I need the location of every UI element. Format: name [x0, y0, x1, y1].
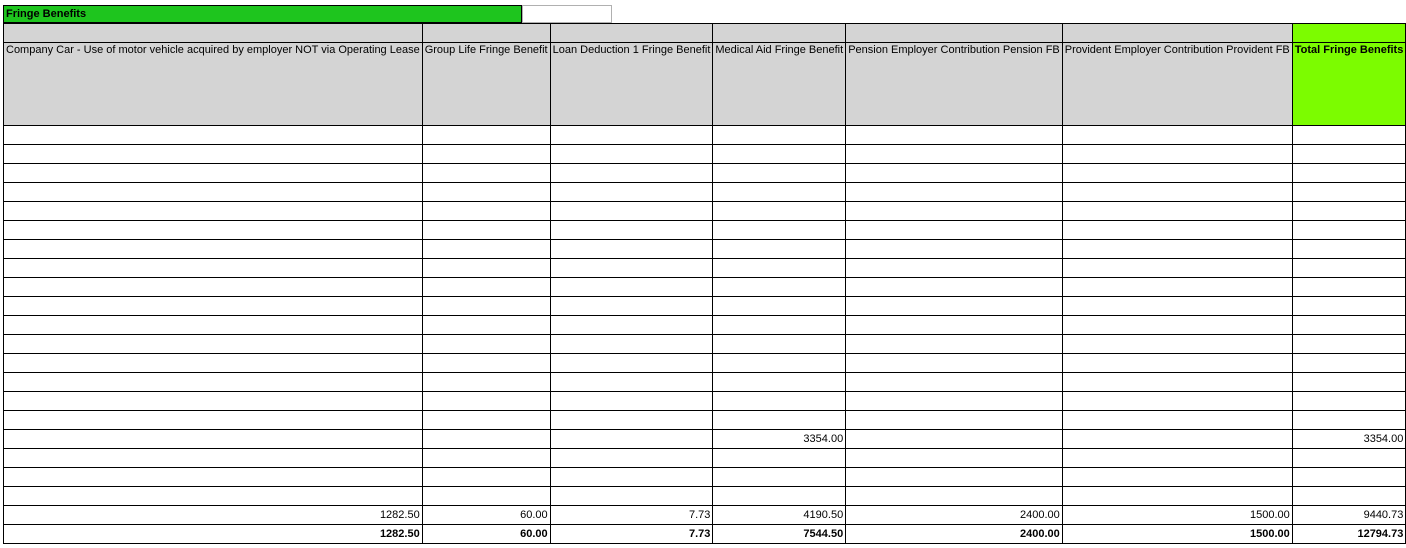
table-cell[interactable] — [1292, 221, 1406, 240]
table-cell[interactable] — [846, 202, 1063, 221]
table-cell[interactable] — [1062, 221, 1292, 240]
column-header-pension[interactable]: Pension Employer Contribution Pension FB — [846, 43, 1063, 126]
table-cell[interactable] — [1292, 487, 1406, 506]
table-row — [4, 126, 1406, 145]
table-cell[interactable] — [846, 240, 1063, 259]
table-cell[interactable] — [1062, 392, 1292, 411]
table-row — [4, 183, 1406, 202]
table-cell[interactable] — [1292, 297, 1406, 316]
table-cell[interactable] — [846, 164, 1063, 183]
table-row — [4, 259, 1406, 278]
table-cell[interactable] — [550, 126, 713, 145]
table-cell[interactable] — [846, 468, 1063, 487]
table-cell[interactable] — [1292, 183, 1406, 202]
table-cell[interactable] — [1292, 449, 1406, 468]
table-row — [4, 449, 1406, 468]
column-header-loan-deduction[interactable]: Loan Deduction 1 Fringe Benefit — [550, 43, 713, 126]
total-cell[interactable]: 60.00 — [422, 525, 550, 544]
table-cell[interactable] — [846, 126, 1063, 145]
table-cell[interactable] — [4, 145, 423, 164]
table-cell[interactable] — [550, 487, 713, 506]
table-cell[interactable] — [713, 145, 846, 164]
table-cell[interactable] — [713, 449, 846, 468]
table-cell[interactable] — [1062, 183, 1292, 202]
table-cell[interactable]: 4190.50 — [713, 506, 846, 525]
table-cell[interactable] — [713, 183, 846, 202]
table-cell[interactable] — [422, 259, 550, 278]
table-cell[interactable] — [422, 354, 550, 373]
table-cell[interactable] — [550, 373, 713, 392]
table-cell[interactable] — [1062, 278, 1292, 297]
table-cell[interactable] — [713, 468, 846, 487]
table-cell[interactable] — [4, 240, 423, 259]
table-cell[interactable] — [846, 316, 1063, 335]
table-cell[interactable] — [846, 278, 1063, 297]
table-cell[interactable]: 7.73 — [550, 506, 713, 525]
table-cell[interactable] — [550, 221, 713, 240]
table-cell[interactable] — [846, 449, 1063, 468]
total-cell[interactable]: 1500.00 — [1062, 525, 1292, 544]
table-cell[interactable] — [846, 487, 1063, 506]
table-cell[interactable] — [550, 145, 713, 164]
table-cell[interactable] — [550, 164, 713, 183]
table-cell[interactable] — [1062, 164, 1292, 183]
table-cell[interactable] — [1062, 411, 1292, 430]
table-cell[interactable] — [846, 373, 1063, 392]
table-cell[interactable] — [1292, 354, 1406, 373]
table-row — [4, 240, 1406, 259]
table-cell[interactable] — [1062, 145, 1292, 164]
table-cell[interactable]: 60.00 — [422, 506, 550, 525]
table-cell[interactable] — [846, 259, 1063, 278]
table-cell[interactable] — [1292, 240, 1406, 259]
total-cell[interactable]: 1282.50 — [4, 525, 423, 544]
table-cell[interactable] — [550, 449, 713, 468]
table-cell[interactable] — [846, 297, 1063, 316]
table-cell[interactable]: 3354.00 — [1292, 430, 1406, 449]
table-cell[interactable]: 9440.73 — [1292, 506, 1406, 525]
table-cell[interactable] — [1292, 145, 1406, 164]
table-cell[interactable] — [422, 411, 550, 430]
table-cell[interactable] — [422, 430, 550, 449]
table-cell[interactable] — [422, 487, 550, 506]
table-cell[interactable] — [713, 164, 846, 183]
table-cell[interactable] — [422, 278, 550, 297]
table-cell[interactable] — [713, 487, 846, 506]
table-cell[interactable] — [550, 183, 713, 202]
column-header-company-car[interactable]: Company Car - Use of motor vehicle acquired by employer NOT via Operating Lease — [4, 43, 423, 126]
header-spacer-cell[interactable] — [422, 24, 550, 43]
table-cell[interactable] — [1292, 202, 1406, 221]
table-cell[interactable] — [1292, 259, 1406, 278]
table-cell[interactable] — [846, 335, 1063, 354]
table-cell[interactable] — [422, 145, 550, 164]
table-cell[interactable] — [713, 411, 846, 430]
table-cell[interactable] — [4, 126, 423, 145]
table-cell[interactable] — [422, 335, 550, 354]
table-cell[interactable] — [1062, 202, 1292, 221]
table-row — [4, 506, 1406, 525]
table-cell[interactable] — [846, 411, 1063, 430]
table-cell[interactable] — [1292, 468, 1406, 487]
table-cell[interactable] — [422, 449, 550, 468]
header-spacer-cell[interactable] — [1062, 24, 1292, 43]
table-cell[interactable] — [550, 297, 713, 316]
table-cell[interactable] — [713, 202, 846, 221]
table-row — [4, 411, 1406, 430]
table-cell[interactable] — [550, 354, 713, 373]
column-header-total[interactable]: Total Fringe Benefits — [1292, 43, 1406, 126]
table-cell[interactable] — [1292, 316, 1406, 335]
table-row — [4, 487, 1406, 506]
table-row — [4, 202, 1406, 221]
table-cell[interactable] — [550, 392, 713, 411]
table-row — [4, 392, 1406, 411]
total-cell[interactable]: 7544.50 — [713, 525, 846, 544]
table-cell[interactable] — [4, 468, 423, 487]
totals-row — [4, 525, 1406, 544]
table-cell[interactable]: 3354.00 — [713, 430, 846, 449]
total-cell[interactable]: 2400.00 — [846, 525, 1063, 544]
table-cell[interactable] — [1292, 126, 1406, 145]
table-cell[interactable] — [1292, 335, 1406, 354]
table-cell[interactable] — [1062, 126, 1292, 145]
table-cell[interactable] — [1292, 373, 1406, 392]
column-header-row — [4, 43, 1406, 126]
table-cell[interactable] — [4, 373, 423, 392]
table-cell[interactable] — [846, 221, 1063, 240]
table-cell[interactable] — [422, 240, 550, 259]
table-cell[interactable] — [1062, 316, 1292, 335]
table-cell[interactable] — [4, 297, 423, 316]
table-cell[interactable] — [1062, 335, 1292, 354]
column-header-provident[interactable]: Provident Employer Contribution Provident FB — [1062, 43, 1292, 126]
table-cell[interactable] — [1062, 240, 1292, 259]
table-row — [4, 354, 1406, 373]
header-spacer-cell[interactable] — [550, 24, 713, 43]
table-cell[interactable] — [4, 164, 423, 183]
table-cell[interactable] — [846, 145, 1063, 164]
table-cell[interactable] — [1062, 259, 1292, 278]
table-cell[interactable] — [422, 202, 550, 221]
table-cell[interactable] — [713, 335, 846, 354]
table-cell[interactable] — [1062, 430, 1292, 449]
table-cell[interactable] — [713, 316, 846, 335]
header-spacer-cell[interactable] — [846, 24, 1063, 43]
table-cell[interactable] — [713, 259, 846, 278]
table-cell[interactable] — [4, 221, 423, 240]
table-cell[interactable]: 1500.00 — [1062, 506, 1292, 525]
table-cell[interactable] — [713, 126, 846, 145]
table-cell[interactable]: 1282.50 — [4, 506, 423, 525]
table-cell[interactable] — [1292, 164, 1406, 183]
table-cell[interactable] — [846, 354, 1063, 373]
table-cell[interactable] — [550, 240, 713, 259]
total-cell[interactable]: 12794.73 — [1292, 525, 1406, 544]
table-cell[interactable] — [1292, 392, 1406, 411]
table-cell[interactable] — [713, 373, 846, 392]
table-cell[interactable] — [4, 487, 423, 506]
table-row — [4, 145, 1406, 164]
table-cell[interactable] — [422, 392, 550, 411]
table-cell[interactable] — [1062, 354, 1292, 373]
table-cell[interactable] — [550, 259, 713, 278]
table-cell[interactable] — [4, 392, 423, 411]
header-spacer-cell[interactable] — [713, 24, 846, 43]
table-cell[interactable] — [4, 430, 423, 449]
table-cell[interactable] — [550, 468, 713, 487]
header-spacer-row — [4, 24, 1406, 43]
table-cell[interactable] — [713, 221, 846, 240]
table-cell[interactable] — [422, 468, 550, 487]
table-cell[interactable] — [550, 316, 713, 335]
table-cell[interactable] — [4, 449, 423, 468]
table-row — [4, 221, 1406, 240]
table-row — [4, 316, 1406, 335]
total-cell[interactable]: 7.73 — [550, 525, 713, 544]
table-cell[interactable] — [422, 316, 550, 335]
table-cell[interactable] — [4, 335, 423, 354]
table-cell[interactable] — [1062, 373, 1292, 392]
table-cell[interactable] — [4, 259, 423, 278]
column-header-medical-aid[interactable]: Medical Aid Fringe Benefit — [713, 43, 846, 126]
column-header-group-life[interactable]: Group Life Fringe Benefit — [422, 43, 550, 126]
table-cell[interactable] — [422, 297, 550, 316]
table-row — [4, 278, 1406, 297]
table-cell[interactable] — [550, 335, 713, 354]
table-cell[interactable] — [4, 316, 423, 335]
table-cell[interactable] — [846, 430, 1063, 449]
table-cell[interactable] — [1062, 297, 1292, 316]
table-cell[interactable] — [1062, 487, 1292, 506]
table-row — [4, 335, 1406, 354]
sheet-title[interactable]: Fringe Benefits — [3, 5, 522, 23]
table-cell[interactable] — [422, 183, 550, 202]
table-cell[interactable] — [4, 354, 423, 373]
table-row — [4, 430, 1406, 449]
table-cell[interactable] — [713, 278, 846, 297]
fringe-benefits-table — [3, 23, 1406, 544]
table-cell[interactable] — [422, 126, 550, 145]
table-row — [4, 164, 1406, 183]
table-cell[interactable] — [713, 297, 846, 316]
table-cell[interactable] — [846, 183, 1063, 202]
header-spacer-cell[interactable] — [4, 24, 423, 43]
table-cell[interactable] — [1062, 468, 1292, 487]
table-cell[interactable] — [550, 278, 713, 297]
table-row — [4, 373, 1406, 392]
table-cell[interactable] — [1292, 278, 1406, 297]
table-cell[interactable] — [4, 183, 423, 202]
table-cell[interactable] — [422, 373, 550, 392]
table-cell[interactable] — [1292, 411, 1406, 430]
table-cell[interactable] — [713, 240, 846, 259]
table-row — [4, 468, 1406, 487]
table-cell[interactable] — [1062, 449, 1292, 468]
table-cell[interactable] — [550, 411, 713, 430]
table-cell[interactable] — [550, 202, 713, 221]
table-cell[interactable] — [713, 354, 846, 373]
table-cell[interactable] — [713, 392, 846, 411]
table-row — [4, 297, 1406, 316]
table-cell[interactable] — [4, 202, 423, 221]
table-cell[interactable] — [422, 221, 550, 240]
table-cell[interactable] — [422, 164, 550, 183]
table-cell[interactable] — [4, 411, 423, 430]
table-cell[interactable] — [550, 430, 713, 449]
table-cell[interactable] — [846, 392, 1063, 411]
table-cell[interactable]: 2400.00 — [846, 506, 1063, 525]
table-cell[interactable] — [4, 278, 423, 297]
title-empty-cell[interactable] — [522, 5, 612, 23]
header-spacer-cell-total[interactable] — [1292, 24, 1406, 43]
